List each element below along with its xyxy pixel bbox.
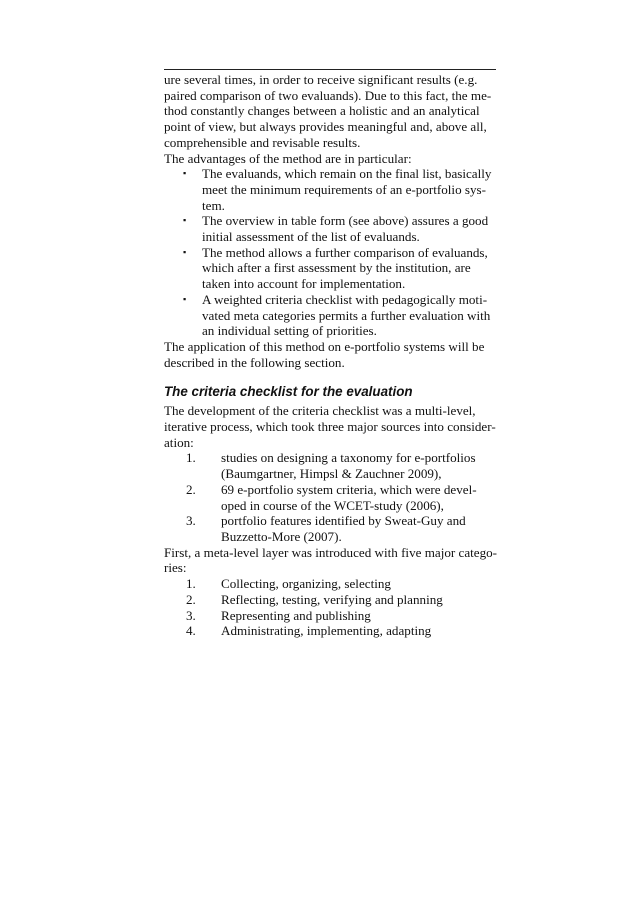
list-number: 3. <box>186 513 196 529</box>
text-line: First, a meta-level layer was introduced with five major catego- <box>164 544 498 560</box>
text-line: Administrating, implementing, adapting <box>221 623 432 639</box>
list-number: 4. <box>186 623 196 639</box>
text-line: meet the minimum requirements of an e-portfolio sys- <box>202 181 486 197</box>
application-paragraph <box>164 339 496 370</box>
text-line: which after a first assessment by the institution, are <box>202 260 471 276</box>
text-line: an individual setting of priorities. <box>202 323 377 339</box>
page-body <box>164 69 496 639</box>
meta-level-paragraph <box>164 545 496 576</box>
list-number: 3. <box>186 607 196 623</box>
section-heading: The criteria checklist for the evaluation <box>164 384 413 400</box>
text-line: taken into account for implementation. <box>202 276 406 292</box>
list-item <box>164 608 496 624</box>
list-item <box>164 292 496 339</box>
list-item <box>164 576 496 592</box>
text-line: comprehensible and revisable results. <box>164 134 361 150</box>
list-item <box>164 592 496 608</box>
text-line: 69 e-portfolio system criteria, which were devel- <box>221 481 477 497</box>
text-line: (Baumgartner, Himpsl & Zauchner 2009), <box>221 466 442 482</box>
text-line: thod constantly changes between a holistic and an analytical <box>164 103 480 119</box>
list-item <box>164 623 496 639</box>
list-number: 2. <box>186 591 196 607</box>
list-number: 1. <box>186 576 196 592</box>
text-line: studies on designing a taxonomy for e-portfolios <box>221 450 476 466</box>
text-line: Reflecting, testing, verifying and planning <box>221 591 443 607</box>
list-number: 1. <box>186 450 196 466</box>
text-line: paired comparison of two evaluands). Due to this fact, the me- <box>164 87 492 103</box>
text-line: The advantages of the method are in particular: <box>164 150 412 166</box>
list-item <box>164 482 496 513</box>
text-line: ation: <box>164 434 194 450</box>
sources-list <box>164 450 496 544</box>
text-line: The evaluands, which remain on the final list, basically <box>202 166 492 182</box>
text-line: portfolio features identified by Sweat-Guy and <box>221 513 466 529</box>
text-line: The method allows a further comparison of evaluands, <box>202 244 488 260</box>
text-line: ries: <box>164 560 187 576</box>
list-item <box>164 245 496 292</box>
text-line: oped in course of the WCET-study (2006), <box>221 497 444 513</box>
list-item <box>164 166 496 213</box>
square-bullet-icon: ▪ <box>183 246 187 257</box>
text-line: Buzzetto-More (2007). <box>221 528 342 544</box>
text-line: A weighted criteria checklist with pedagogically moti- <box>202 291 488 307</box>
text-line: The overview in table form (see above) assures a good <box>202 213 489 229</box>
text-line: Representing and publishing <box>221 607 371 623</box>
list-item <box>164 213 496 244</box>
text-line: vated meta categories permits a further evaluation with <box>202 307 491 323</box>
square-bullet-icon: ▪ <box>183 168 187 179</box>
list-number: 2. <box>186 481 196 497</box>
square-bullet-icon: ▪ <box>183 215 187 226</box>
text-line: iterative process, which took three major sources into consider- <box>164 419 496 435</box>
header-rule <box>164 69 496 70</box>
text-line: ure several times, in order to receive significant results (e.g. <box>164 72 478 87</box>
list-item <box>164 513 496 544</box>
text-line: Collecting, organizing, selecting <box>221 576 391 592</box>
advantages-list <box>164 166 496 339</box>
text-line: tem. <box>202 197 225 213</box>
list-item <box>164 450 496 481</box>
section-intro-paragraph <box>164 403 496 450</box>
text-line: initial assessment of the list of evaluands. <box>202 229 420 245</box>
text-line: described in the following section. <box>164 354 345 370</box>
text-line: The development of the criteria checklist was a multi-level, <box>164 403 476 419</box>
categories-list <box>164 576 496 639</box>
square-bullet-icon: ▪ <box>183 293 187 304</box>
text-line: point of view, but always provides meaningful and, above all, <box>164 119 487 135</box>
intro-paragraph <box>164 72 496 166</box>
text-line: The application of this method on e-portfolio systems will be <box>164 338 485 354</box>
